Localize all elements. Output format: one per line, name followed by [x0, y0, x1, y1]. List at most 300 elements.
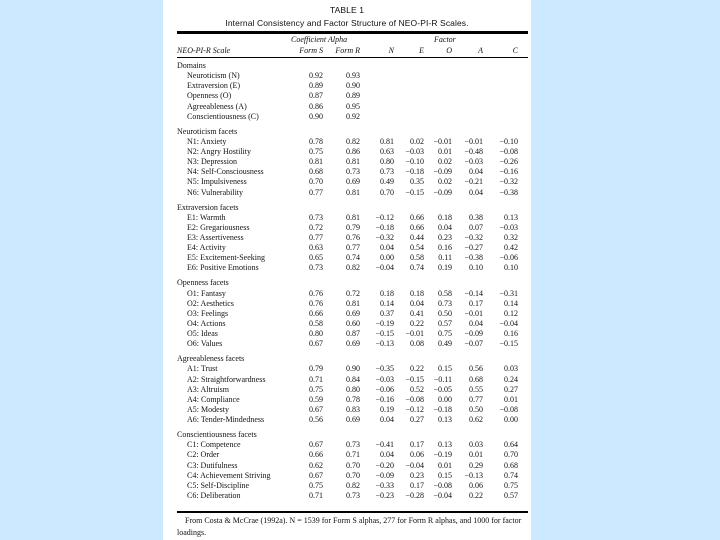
- row-label: C2: Order: [187, 450, 220, 460]
- cell-o: 0.19: [438, 263, 452, 273]
- section-title: Agreeableness facets: [177, 354, 245, 364]
- row-label: O2: Aesthetics: [187, 298, 234, 308]
- row-label: O5: Ideas: [187, 329, 218, 339]
- cell-c: 0.70: [504, 450, 518, 460]
- table-row: [163, 395, 531, 405]
- header-col-form-r: Form R: [335, 46, 360, 55]
- cell-a: −0.03: [464, 157, 483, 167]
- cell-e: 0.58: [410, 253, 424, 263]
- cell-e: 0.17: [410, 440, 424, 450]
- cell-c: 0.42: [504, 243, 518, 253]
- cell-n: −0.33: [375, 480, 394, 490]
- cell-form-s: 0.56: [309, 415, 323, 425]
- cell-n: 0.70: [380, 187, 394, 197]
- table-row: [163, 385, 531, 395]
- cell-o: 0.49: [438, 339, 452, 349]
- header-col-o: O: [446, 46, 452, 55]
- table-row: [163, 167, 531, 177]
- cell-n: 0.37: [380, 308, 394, 318]
- cell-e: −0.03: [405, 147, 424, 156]
- cell-o: 0.15: [438, 364, 452, 374]
- header-coefficient-alpha: Coefficient Alpha: [291, 35, 348, 44]
- cell-a: −0.48: [464, 147, 483, 156]
- cell-form-s: 0.87: [309, 91, 323, 101]
- section-header-row: [163, 354, 531, 364]
- section-title: Conscientiousness facets: [177, 430, 257, 440]
- cell-e: 0.23: [410, 470, 424, 480]
- row-label: N3: Depression: [187, 157, 237, 167]
- cell-o: 0.01: [438, 460, 452, 470]
- cell-a: 0.06: [469, 480, 483, 490]
- row-label: Agreeableness (A): [187, 101, 247, 111]
- cell-e: −0.01: [405, 329, 424, 339]
- cell-a: 0.68: [469, 374, 483, 384]
- cell-form-s: 0.77: [309, 187, 323, 197]
- cell-form-s: 0.72: [309, 222, 323, 232]
- cell-o: −0.11: [433, 374, 452, 384]
- section-header-row: [163, 203, 531, 213]
- row-label: C4: Achievement Striving: [187, 470, 271, 480]
- cell-o: 0.13: [438, 440, 452, 450]
- row-label: C5: Self-Discipline: [187, 480, 249, 490]
- table-caption: Internal Consistency and Factor Structure of NEO-PI-R Scales.: [225, 18, 469, 28]
- cell-form-s: 0.77: [309, 233, 323, 242]
- cell-a: 0.04: [469, 167, 483, 177]
- cell-a: −0.07: [464, 339, 483, 349]
- cell-form-r: 0.74: [346, 253, 360, 263]
- row-label: Openness (O): [187, 91, 232, 101]
- table-row: [163, 299, 531, 309]
- table-row: [163, 137, 531, 147]
- cell-form-s: 0.76: [309, 298, 323, 308]
- header-col-n: N: [388, 46, 394, 55]
- cell-a: 0.17: [469, 298, 483, 308]
- cell-form-r: 0.73: [346, 167, 360, 177]
- row-label: C1: Competence: [187, 440, 241, 450]
- row-label: E5: Excitement-Seeking: [187, 253, 265, 263]
- cell-c: 0.64: [504, 440, 518, 450]
- cell-o: 0.57: [438, 319, 452, 328]
- cell-a: −0.14: [464, 288, 483, 298]
- row-label: E2: Gregariousness: [187, 222, 250, 232]
- cell-n: 0.49: [380, 177, 394, 187]
- cell-n: −0.04: [375, 263, 394, 273]
- cell-o: −0.01: [433, 136, 452, 146]
- cell-form-r: 0.89: [346, 91, 360, 101]
- row-label: O3: Feelings: [187, 308, 229, 318]
- cell-c: −0.16: [499, 167, 518, 177]
- cell-form-s: 0.67: [309, 440, 323, 450]
- cell-form-s: 0.66: [309, 308, 323, 318]
- table-row: [163, 253, 531, 263]
- cell-o: 0.13: [438, 415, 452, 425]
- cell-form-s: 0.70: [309, 177, 323, 187]
- row-label: Neuroticism (N): [187, 71, 240, 81]
- cell-e: −0.10: [405, 157, 424, 167]
- cell-n: 0.14: [380, 298, 394, 308]
- table-row: [163, 177, 531, 187]
- cell-o: −0.18: [433, 405, 452, 414]
- cell-e: −0.18: [405, 167, 424, 177]
- cell-e: 0.22: [410, 364, 424, 374]
- cell-a: −0.01: [464, 308, 483, 318]
- cell-form-r: 0.93: [346, 71, 360, 81]
- table-row: [163, 213, 531, 223]
- cell-n: −0.32: [375, 233, 394, 242]
- cell-a: 0.03: [469, 440, 483, 450]
- cell-form-s: 0.71: [309, 374, 323, 384]
- cell-form-r: 0.90: [346, 81, 360, 91]
- cell-e: −0.12: [405, 405, 424, 414]
- table-footnote: From Costa & McCrae (1992a). N = 1539 for Form S alphas, 277 for Form R alphas, and 1000 for factor loadings.: [177, 516, 522, 537]
- cell-form-r: 0.82: [346, 480, 360, 490]
- cell-a: −0.13: [464, 470, 483, 480]
- cell-form-r: 0.77: [346, 243, 360, 253]
- cell-form-r: 0.60: [346, 319, 360, 328]
- section-title: Extraversion facets: [177, 202, 239, 212]
- cell-form-r: 0.95: [346, 101, 360, 111]
- row-label: A3: Altruism: [187, 384, 230, 394]
- cell-a: −0.21: [464, 177, 483, 187]
- cell-form-r: 0.73: [346, 491, 360, 500]
- row-label: A1: Trust: [187, 364, 218, 374]
- cell-form-r: 0.70: [346, 460, 360, 470]
- cell-o: −0.08: [433, 480, 452, 490]
- cell-a: 0.04: [469, 319, 483, 328]
- cell-form-s: 0.65: [309, 253, 323, 263]
- cell-e: −0.08: [405, 394, 424, 404]
- table-row: [163, 112, 531, 122]
- cell-a: 0.38: [469, 212, 483, 222]
- cell-form-r: 0.69: [346, 177, 360, 187]
- row-label: N5: Impulsiveness: [187, 177, 247, 187]
- cell-a: −0.09: [464, 329, 483, 339]
- cell-n: −0.13: [375, 339, 394, 349]
- header-col-e: E: [419, 46, 424, 55]
- cell-form-s: 0.80: [309, 329, 323, 339]
- cell-form-s: 0.92: [309, 71, 323, 81]
- cell-a: 0.04: [469, 187, 483, 197]
- cell-form-r: 0.76: [346, 233, 360, 242]
- cell-c: 0.12: [504, 308, 518, 318]
- cell-e: −0.28: [405, 491, 424, 500]
- cell-form-s: 0.58: [309, 319, 323, 328]
- cell-n: 0.63: [380, 147, 394, 156]
- cell-n: 0.04: [380, 450, 394, 460]
- cell-e: 0.35: [410, 177, 424, 187]
- cell-form-s: 0.75: [309, 147, 323, 156]
- cell-a: 0.07: [469, 222, 483, 232]
- cell-form-s: 0.79: [309, 364, 323, 374]
- cell-form-r: 0.69: [346, 339, 360, 349]
- cell-o: 0.04: [438, 222, 452, 232]
- table-row: [163, 81, 531, 91]
- cell-e: 0.22: [410, 319, 424, 328]
- cell-c: −0.06: [499, 253, 518, 263]
- cell-c: −0.38: [499, 187, 518, 197]
- cell-o: 0.75: [438, 329, 452, 339]
- cell-n: 0.18: [380, 288, 394, 298]
- row-label: C3: Dutifulness: [187, 460, 238, 470]
- cell-e: 0.66: [410, 222, 424, 232]
- cell-o: 0.00: [438, 394, 452, 404]
- cell-o: 0.23: [438, 233, 452, 242]
- cell-c: 0.14: [504, 298, 518, 308]
- header-scale: NEO-PI-R Scale: [177, 46, 231, 55]
- cell-form-r: 0.80: [346, 384, 360, 394]
- cell-form-r: 0.81: [346, 298, 360, 308]
- cell-form-r: 0.79: [346, 222, 360, 232]
- section-header-row: [163, 61, 531, 71]
- cell-o: −0.19: [433, 450, 452, 460]
- table-row: [163, 471, 531, 481]
- cell-o: −0.04: [433, 491, 452, 500]
- cell-n: −0.09: [375, 470, 394, 480]
- cell-a: −0.27: [464, 243, 483, 253]
- cell-form-s: 0.66: [309, 450, 323, 460]
- cell-form-s: 0.59: [309, 394, 323, 404]
- cell-form-s: 0.86: [309, 101, 323, 111]
- cell-e: 0.52: [410, 384, 424, 394]
- cell-c: −0.04: [499, 319, 518, 328]
- cell-c: 0.32: [504, 233, 518, 242]
- row-label: Conscientiousness (C): [187, 111, 259, 121]
- cell-form-s: 0.62: [309, 460, 323, 470]
- cell-form-r: 0.81: [346, 187, 360, 197]
- cell-o: −0.09: [433, 167, 452, 177]
- section-title: Domains: [177, 61, 206, 70]
- row-label: O4: Actions: [187, 319, 226, 328]
- cell-form-s: 0.67: [309, 405, 323, 414]
- cell-e: −0.15: [405, 374, 424, 384]
- cell-c: −0.15: [499, 339, 518, 349]
- cell-e: 0.66: [410, 212, 424, 222]
- row-label: Extraversion (E): [187, 81, 241, 91]
- cell-o: −0.09: [433, 187, 452, 197]
- cell-form-r: 0.69: [346, 308, 360, 318]
- header-rule: [177, 57, 528, 58]
- cell-a: 0.77: [469, 394, 483, 404]
- cell-form-r: 0.84: [346, 374, 360, 384]
- cell-form-r: 0.90: [346, 364, 360, 374]
- table-row: [163, 147, 531, 157]
- cell-c: −0.08: [499, 405, 518, 414]
- table-row: [163, 71, 531, 81]
- cell-a: −0.01: [464, 136, 483, 146]
- cell-n: 0.80: [380, 157, 394, 167]
- cell-o: 0.73: [438, 298, 452, 308]
- cell-n: −0.23: [375, 491, 394, 500]
- section-header-row: [163, 430, 531, 440]
- cell-form-s: 0.67: [309, 470, 323, 480]
- cell-form-r: 0.81: [346, 212, 360, 222]
- table-row: [163, 102, 531, 112]
- cell-a: 0.56: [469, 364, 483, 374]
- cell-c: 0.74: [504, 470, 518, 480]
- cell-c: 0.01: [504, 394, 518, 404]
- cell-form-s: 0.89: [309, 81, 323, 91]
- section-header-row: [163, 278, 531, 288]
- cell-o: −0.05: [433, 384, 452, 394]
- cell-form-s: 0.75: [309, 384, 323, 394]
- cell-n: −0.35: [375, 364, 394, 374]
- cell-c: −0.10: [499, 136, 518, 146]
- cell-form-r: 0.82: [346, 263, 360, 273]
- table-row: [163, 157, 531, 167]
- table-row: [163, 233, 531, 243]
- table-row: [163, 450, 531, 460]
- cell-c: 0.75: [504, 480, 518, 490]
- cell-c: −0.26: [499, 157, 518, 167]
- cell-n: −0.03: [375, 374, 394, 384]
- cell-o: 0.01: [438, 147, 452, 156]
- cell-n: −0.12: [375, 212, 394, 222]
- cell-n: −0.20: [375, 460, 394, 470]
- table-row: [163, 440, 531, 450]
- cell-e: 0.18: [410, 288, 424, 298]
- cell-c: −0.03: [499, 222, 518, 232]
- row-label: N1: Anxiety: [187, 136, 227, 146]
- section-header-row: [163, 127, 531, 137]
- cell-form-r: 0.73: [346, 440, 360, 450]
- cell-c: 0.16: [504, 329, 518, 339]
- cell-o: 0.16: [438, 243, 452, 253]
- cell-n: −0.15: [375, 329, 394, 339]
- cell-form-r: 0.70: [346, 470, 360, 480]
- cell-c: 0.10: [504, 263, 518, 273]
- cell-form-r: 0.82: [346, 136, 360, 146]
- row-label: A4: Compliance: [187, 394, 240, 404]
- table-label: TABLE 1: [329, 5, 365, 15]
- cell-form-s: 0.76: [309, 288, 323, 298]
- row-label: A2: Straightforwardness: [187, 374, 266, 384]
- cell-e: 0.41: [410, 308, 424, 318]
- cell-n: −0.06: [375, 384, 394, 394]
- cell-c: 0.13: [504, 212, 518, 222]
- cell-n: 0.04: [380, 415, 394, 425]
- table-row: [163, 375, 531, 385]
- cell-a: 0.01: [469, 450, 483, 460]
- cell-form-s: 0.67: [309, 339, 323, 349]
- row-label: E1: Warmth: [187, 212, 226, 222]
- row-label: N6: Vulnerability: [187, 187, 244, 197]
- cell-o: 0.02: [438, 177, 452, 187]
- cell-e: 0.06: [410, 450, 424, 460]
- row-label: N2: Angry Hostility: [187, 147, 252, 156]
- bottom-rule: [177, 511, 528, 513]
- row-label: A6: Tender-Mindedness: [187, 415, 265, 425]
- row-label: A5: Modesty: [187, 405, 229, 414]
- cell-e: 0.54: [410, 243, 424, 253]
- section-title: Openness facets: [177, 278, 229, 288]
- cell-o: 0.58: [438, 288, 452, 298]
- cell-a: 0.22: [469, 491, 483, 500]
- cell-c: 0.27: [504, 384, 518, 394]
- cell-a: 0.50: [469, 405, 483, 414]
- cell-o: 0.02: [438, 157, 452, 167]
- row-label: E3: Assertiveness: [187, 233, 244, 242]
- table-row: [163, 329, 531, 339]
- cell-c: 0.24: [504, 374, 518, 384]
- cell-n: 0.19: [380, 405, 394, 414]
- cell-c: −0.08: [499, 147, 518, 156]
- cell-c: −0.31: [499, 288, 518, 298]
- cell-c: −0.32: [499, 177, 518, 187]
- cell-o: 0.50: [438, 308, 452, 318]
- table-row: [163, 491, 531, 501]
- cell-e: 0.27: [410, 415, 424, 425]
- cell-a: 0.29: [469, 460, 483, 470]
- header-factor: Factor: [434, 35, 456, 44]
- cell-c: 0.68: [504, 460, 518, 470]
- header-col-a: A: [478, 46, 483, 55]
- cell-form-s: 0.68: [309, 167, 323, 177]
- table-row: [163, 364, 531, 374]
- cell-form-s: 0.73: [309, 212, 323, 222]
- row-label: E6: Positive Emotions: [187, 263, 259, 273]
- cell-form-r: 0.69: [346, 415, 360, 425]
- row-label: E4: Activity: [187, 243, 226, 253]
- cell-o: 0.11: [438, 253, 452, 263]
- header-col-form-s: Form S: [299, 46, 323, 55]
- table-row: [163, 91, 531, 101]
- table-row: [163, 188, 531, 198]
- cell-form-s: 0.78: [309, 136, 323, 146]
- cell-n: 0.73: [380, 167, 394, 177]
- cell-form-r: 0.87: [346, 329, 360, 339]
- cell-c: 0.57: [504, 491, 518, 500]
- table-row: [163, 243, 531, 253]
- cell-n: 0.00: [380, 253, 394, 263]
- row-label: O6: Values: [187, 339, 223, 349]
- cell-a: 0.10: [469, 263, 483, 273]
- cell-a: 0.55: [469, 384, 483, 394]
- top-rule: [177, 31, 528, 34]
- cell-form-r: 0.92: [346, 111, 360, 121]
- cell-e: −0.04: [405, 460, 424, 470]
- cell-n: −0.41: [375, 440, 394, 450]
- cell-n: 0.81: [380, 136, 394, 146]
- cell-form-r: 0.78: [346, 394, 360, 404]
- cell-form-s: 0.63: [309, 243, 323, 253]
- cell-a: −0.32: [464, 233, 483, 242]
- table-row: [163, 339, 531, 349]
- table-row: [163, 263, 531, 273]
- cell-a: 0.62: [469, 415, 483, 425]
- cell-e: 0.04: [410, 298, 424, 308]
- cell-e: 0.74: [410, 263, 424, 273]
- cell-form-s: 0.90: [309, 111, 323, 121]
- cell-e: 0.17: [410, 480, 424, 490]
- table-row: [163, 405, 531, 415]
- cell-form-s: 0.73: [309, 263, 323, 273]
- cell-form-r: 0.83: [346, 405, 360, 414]
- cell-form-r: 0.86: [346, 147, 360, 156]
- cell-form-s: 0.75: [309, 480, 323, 490]
- table-row: [163, 223, 531, 233]
- cell-form-r: 0.71: [346, 450, 360, 460]
- table-row: [163, 309, 531, 319]
- cell-n: −0.18: [375, 222, 394, 232]
- cell-e: 0.02: [410, 136, 424, 146]
- cell-e: 0.08: [410, 339, 424, 349]
- cell-form-r: 0.72: [346, 288, 360, 298]
- row-label: C6: Deliberation: [187, 491, 241, 500]
- table-row: [163, 481, 531, 491]
- cell-n: 0.04: [380, 243, 394, 253]
- table-row: [163, 319, 531, 329]
- cell-c: 0.00: [504, 415, 518, 425]
